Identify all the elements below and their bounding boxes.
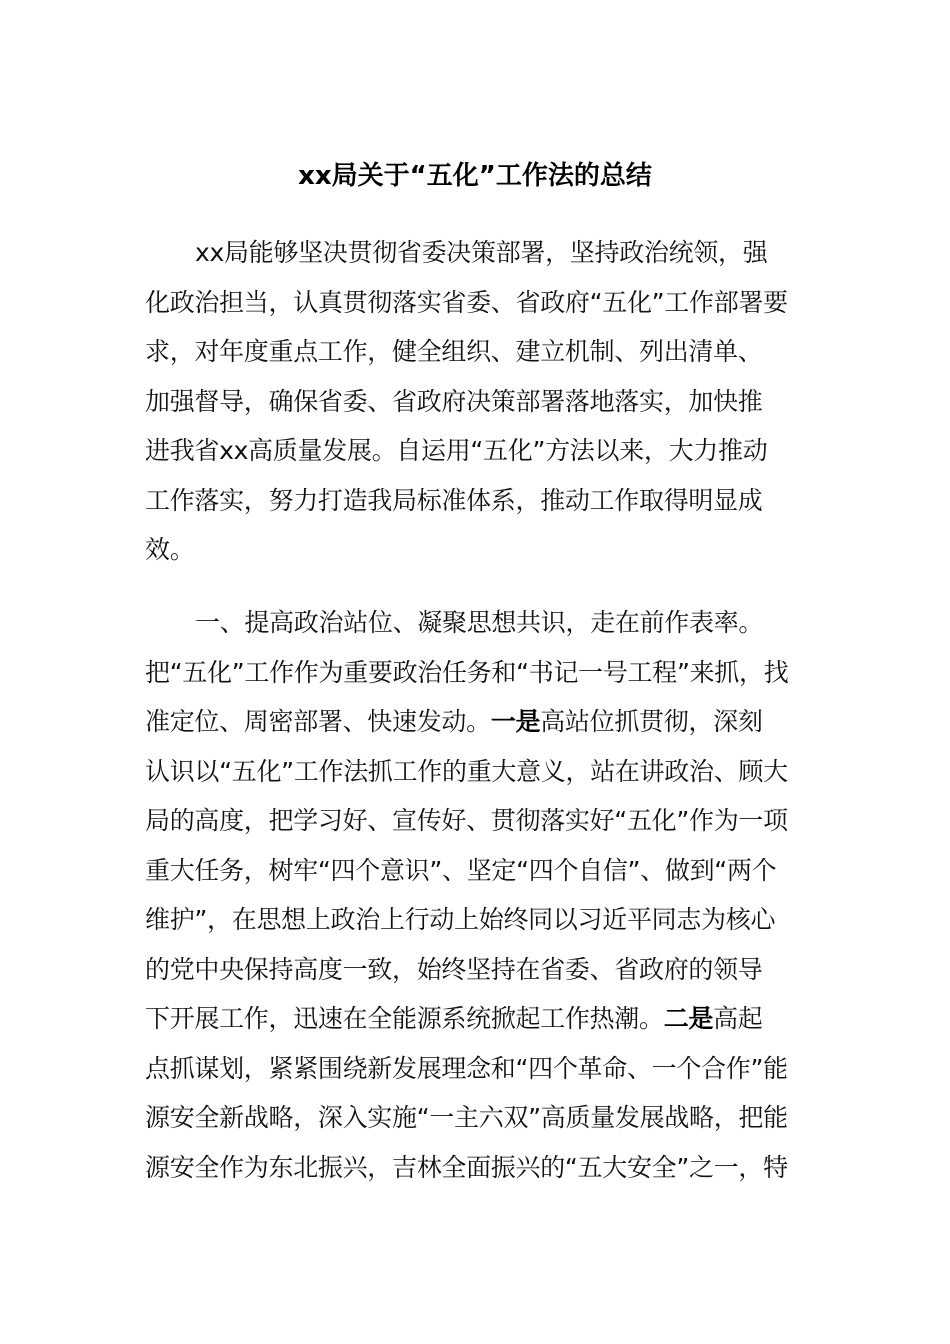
paragraph-2-line-9 (145, 1002, 810, 1036)
text-run: 下开展工作，迅速在全能源系统掀起工作热潮。 (145, 1004, 664, 1033)
paragraph-2-line-7: 维护”，在思想上政治上行动上始终同以习近平同志为核心 (145, 905, 776, 934)
paragraph-2-line-12: 源安全作为东北振兴，吉林全面振兴的“五大安全”之一，特 (145, 1153, 788, 1182)
text-run: 高起 (713, 1004, 763, 1033)
bold-marker-second: 二是 (663, 1004, 714, 1033)
paragraph-2-line-8: 的党中央保持高度一致，始终坚持在省委、省政府的领导 (145, 955, 763, 984)
paragraph-1-line-4: 加强督导，确保省委、省政府决策部署落地落实，加快推 (145, 387, 763, 416)
document-title: xx局关于“五化”工作法的总结 (298, 161, 652, 191)
paragraph-2-line-5: 局的高度，把学习好、宣传好、贯彻落实好“五化”作为一项 (145, 806, 788, 835)
section-1-heading: 一、提高政治站位、凝聚思想共识，走在前作表率。 (195, 608, 764, 637)
paragraph-1-line-2: 化政治担当，认真贯彻落实省委、省政府“五化”工作部署要 (145, 288, 788, 317)
paragraph-2-line-6: 重大任务，树牢“四个意识”、坚定“四个自信”、做到“两个 (145, 856, 777, 885)
paragraph-1-line-5: 进我省xx高质量发展。自运用“五化”方法以来，大力推动 (145, 436, 768, 465)
paragraph-2-line-4: 认识以“五化”工作法抓工作的重大意义，站在讲政治、顾大 (145, 757, 788, 786)
paragraph-1-line-6: 工作落实，努力打造我局标准体系，推动工作取得明显成 (145, 486, 763, 515)
paragraph-2-line-2: 把“五化”工作作为重要政治任务和“书记一号工程”来抓，找 (145, 658, 789, 687)
text-run: 准定位、周密部署、快速发动。 (145, 707, 491, 736)
paragraph-1-line-3: 求，对年度重点工作，健全组织、建立机制、列出清单、 (145, 337, 763, 366)
paragraph-2-line-11: 源安全新战略，深入实施“一主六双”高质量发展战略，把能 (145, 1103, 788, 1132)
paragraph-2-line-10: 点抓谋划，紧紧围绕新发展理念和“四个革命、一个合作”能 (145, 1054, 788, 1083)
paragraph-1-line-1: xx局能够坚决贯彻省委决策部署，坚持政治统领，强 (195, 238, 768, 267)
bold-marker-first: 一是 (490, 707, 541, 736)
paragraph-1-line-7: 效。 (145, 535, 195, 564)
text-run: 高站位抓贯彻，深刻 (540, 707, 763, 736)
paragraph-2-line-3 (145, 705, 810, 739)
